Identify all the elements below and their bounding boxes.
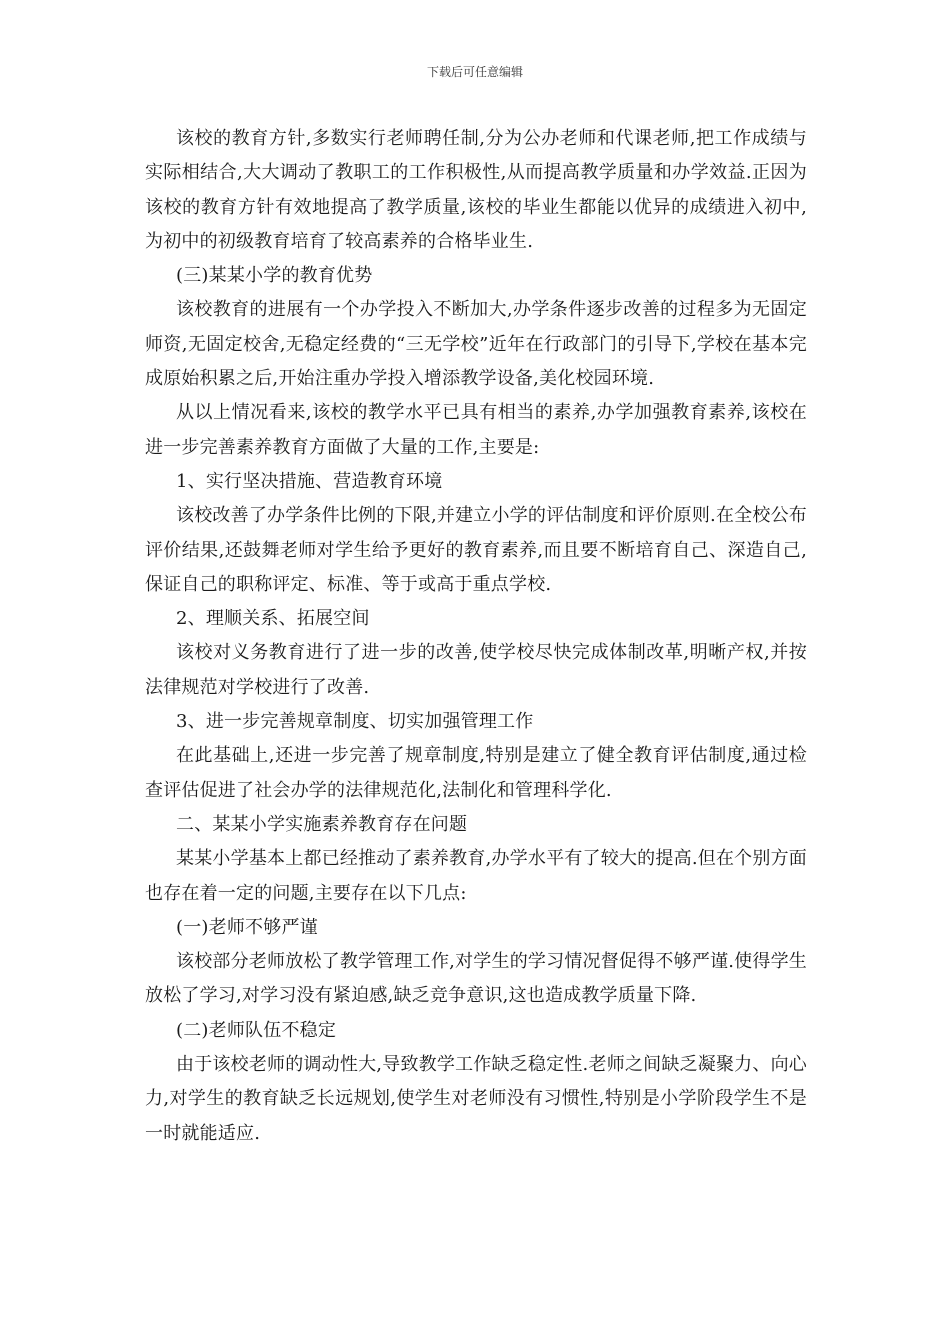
page-header: 下载后可任意编辑 (426, 65, 523, 79)
document-body (145, 122, 807, 1151)
subheading-3: 3、进一步完善规章制度、切实加强管理工作 (176, 711, 534, 733)
paragraph-9: 由于该校老师的调动性大,导致教学工作缺乏稳定性.老师之间缺乏凝聚力、向心力,对学生的教育缺乏长远规划,使学生对老师没有习惯性,特别是小学阶段学生不是一时就能适应. (145, 1054, 807, 1144)
paragraph-2: 该校教育的进展有一个办学投入不断加大,办学条件逐步改善的过程多为无固定师资,无固定校舍,无稳定经费的“三无学校”近年在行政部门的引导下,学校在基本完成原始积累之后,开始注重办学投入增添教学设备,美化校园环境. (145, 299, 807, 390)
paragraph-1: 该校的教育方针,多数实行老师聘任制,分为公办老师和代课老师,把工作成绩与实际相结合,大大调动了教职工的工作积极性,从而提高教学质量和办学效益.正因为该校的教育方针有效地提高了教学质量,该校的毕业生都能以优异的成绩进入初中,为初中的初级教育培育了较高素养的合格毕业生. (145, 128, 807, 252)
issue-heading-2: (二)老师队伍不稳定 (176, 1019, 337, 1041)
section-heading-2: 二、某某小学实施素养教育存在问题 (176, 813, 468, 835)
paragraph-6: 在此基础上,还进一步完善了规章制度,特别是建立了健全教育评估制度,通过检查评估促进了社会办学的法律规范化,法制化和管理科学化. (145, 745, 807, 801)
subheading-2: 2、理顺关系、拓展空间 (176, 608, 370, 630)
paragraph-5: 该校对义务教育进行了进一步的改善,使学校尽快完成体制改革,明晰产权,并按法律规范对学校进行了改善. (145, 642, 807, 698)
issue-heading-1: (一)老师不够严谨 (176, 916, 318, 938)
paragraph-4: 该校改善了办学条件比例的下限,并建立小学的评估制度和评价原则.在全校公布评价结果,还鼓舞老师对学生给予更好的教育素养,而且要不断培育自己、深造自己,保证自己的职称评定、标准、等于或高于重点学校. (145, 505, 807, 595)
section-heading-3: (三)某某小学的教育优势 (176, 265, 373, 287)
paragraph-3: 从以上情况看来,该校的教学水平已具有相当的素养,办学加强教育素养,该校在进一步完善素养教育方面做了大量的工作,主要是: (145, 402, 807, 458)
subheading-1: 1、实行坚决措施、营造教育环境 (176, 470, 443, 492)
paragraph-7: 某某小学基本上都已经推动了素养教育,办学水平有了较大的提高.但在个别方面也存在着一定的问题,主要存在以下几点: (145, 848, 807, 904)
paragraph-8: 该校部分老师放松了教学管理工作,对学生的学习情况督促得不够严谨.使得学生放松了学习,对学习没有紧迫感,缺乏竞争意识,这也造成教学质量下降. (145, 951, 807, 1007)
